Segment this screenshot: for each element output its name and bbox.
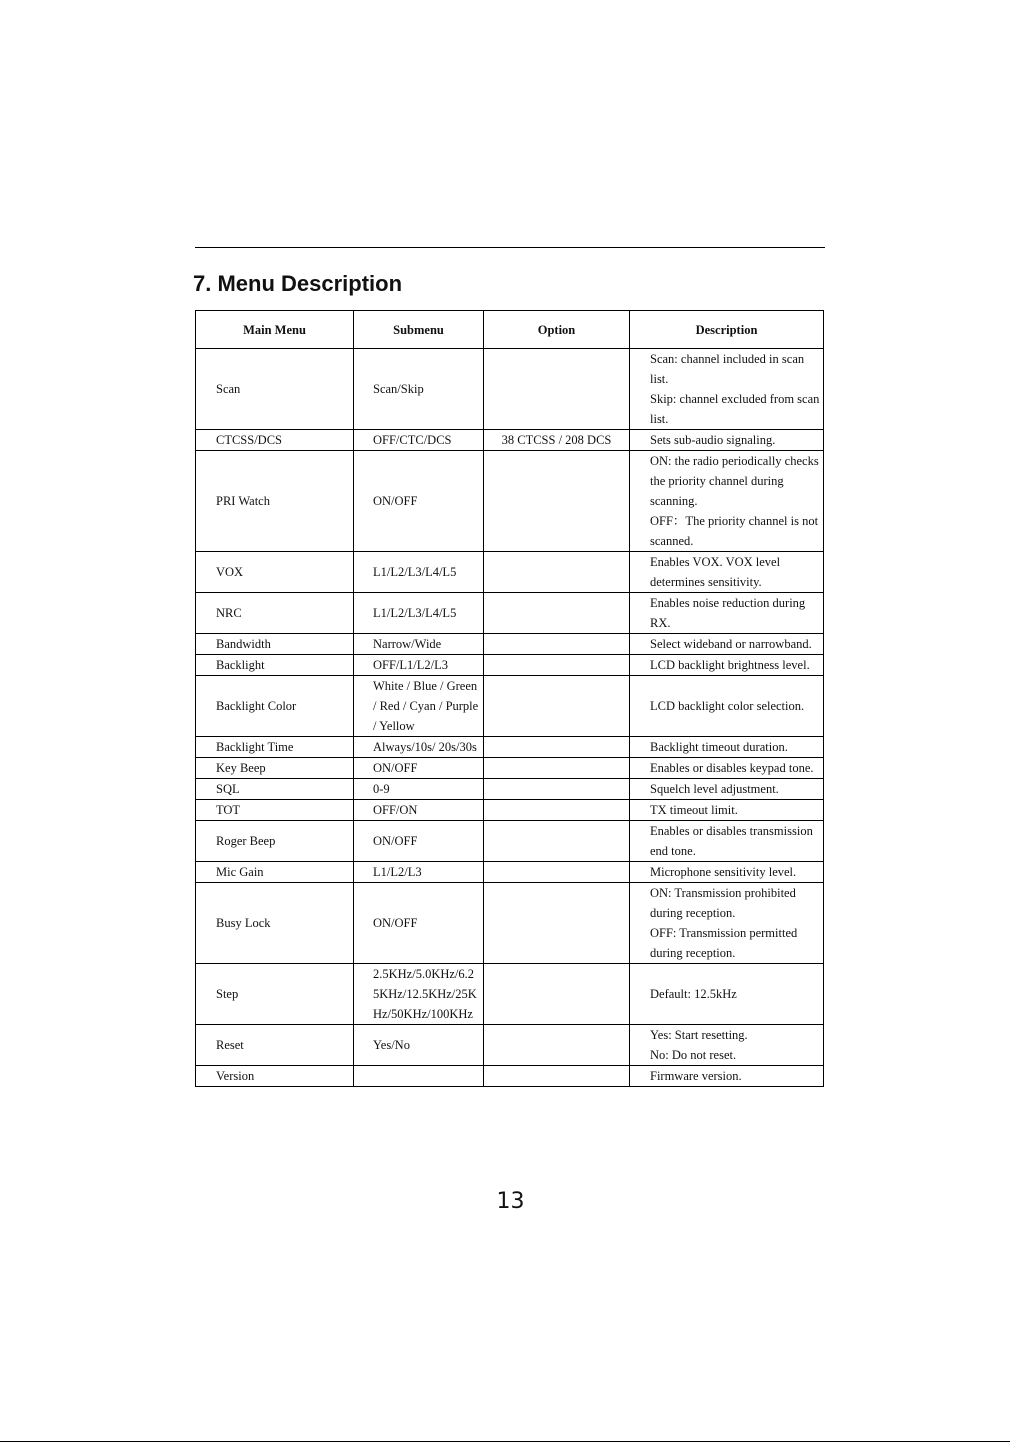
option-cell: 38 CTCSS / 208 DCS [484, 430, 630, 451]
table-row [196, 779, 824, 800]
table-row [196, 552, 824, 593]
main-menu-cell: Reset [196, 1025, 354, 1066]
submenu-cell: 0-9 [354, 779, 484, 800]
description-cell [630, 800, 824, 821]
description-cell [630, 451, 824, 552]
option-cell [484, 964, 630, 1025]
description-line: Default: 12.5kHz [650, 987, 737, 1001]
table-row [196, 737, 824, 758]
description-cell [630, 862, 824, 883]
main-menu-cell: VOX [196, 552, 354, 593]
table-row [196, 883, 824, 964]
description-cell [630, 821, 824, 862]
description-cell [630, 430, 824, 451]
submenu-cell: Yes/No [354, 1025, 484, 1066]
top-rule [195, 247, 825, 248]
description-cell [630, 1066, 824, 1087]
option-cell [484, 552, 630, 593]
main-menu-cell: Key Beep [196, 758, 354, 779]
main-menu-cell: Backlight Time [196, 737, 354, 758]
description-cell [630, 349, 824, 430]
submenu-cell: ON/OFF [354, 451, 484, 552]
description-line: Squelch level adjustment. [650, 782, 779, 796]
submenu-cell: Always/10s/ 20s/30s [354, 737, 484, 758]
main-menu-cell: Step [196, 964, 354, 1025]
option-cell [484, 676, 630, 737]
description-cell [630, 593, 824, 634]
submenu-cell: L1/L2/L3 [354, 862, 484, 883]
table-row [196, 593, 824, 634]
option-cell [484, 634, 630, 655]
header-option: Option [484, 311, 630, 349]
option-cell [484, 821, 630, 862]
menu-description-table [195, 310, 824, 1087]
table-row [196, 349, 824, 430]
main-menu-cell: Mic Gain [196, 862, 354, 883]
table-row [196, 430, 824, 451]
submenu-cell: L1/L2/L3/L4/L5 [354, 593, 484, 634]
section-title: 7. Menu Description [193, 271, 403, 296]
description-line: Yes: Start resetting. [650, 1028, 748, 1042]
description-line: No: Do not reset. [650, 1048, 737, 1062]
description-line: Firmware version. [650, 1069, 742, 1083]
description-line: Select wideband or narrowband. [650, 637, 812, 651]
table-row [196, 964, 824, 1025]
option-cell [484, 862, 630, 883]
main-menu-cell: PRI Watch [196, 451, 354, 552]
table-row [196, 862, 824, 883]
description-line: Enables or disables keypad tone. [650, 761, 814, 775]
table-row [196, 451, 824, 552]
description-cell [630, 655, 824, 676]
submenu-cell: OFF/ON [354, 800, 484, 821]
submenu-cell: White / Blue / Green / Red / Cyan / Purple / Yellow [354, 676, 484, 737]
main-menu-cell: Bandwidth [196, 634, 354, 655]
description-line: Enables VOX. VOX level determines sensitivity. [650, 555, 781, 589]
main-menu-cell: Busy Lock [196, 883, 354, 964]
submenu-cell: ON/OFF [354, 821, 484, 862]
main-menu-cell: Scan [196, 349, 354, 430]
option-cell [484, 1025, 630, 1066]
description-line: Enables noise reduction during RX. [650, 596, 806, 630]
description-line: ON: the radio periodically checks the priority channel during scanning. [650, 454, 819, 508]
description-line: OFF：The priority channel is not scanned. [650, 514, 819, 548]
option-cell [484, 593, 630, 634]
header-main-menu: Main Menu [196, 311, 354, 349]
option-cell [484, 779, 630, 800]
table-row [196, 758, 824, 779]
description-cell [630, 552, 824, 593]
description-line: Enables or disables transmission end tone. [650, 824, 813, 858]
table-row [196, 676, 824, 737]
submenu-cell: OFF/L1/L2/L3 [354, 655, 484, 676]
main-menu-cell: Backlight [196, 655, 354, 676]
header-description: Description [630, 311, 824, 349]
submenu-cell: ON/OFF [354, 883, 484, 964]
option-cell [484, 883, 630, 964]
main-menu-cell: NRC [196, 593, 354, 634]
submenu-cell: Narrow/Wide [354, 634, 484, 655]
description-line: LCD backlight brightness level. [650, 658, 810, 672]
description-cell [630, 676, 824, 737]
table-row [196, 821, 824, 862]
description-line: Sets sub-audio signaling. [650, 433, 776, 447]
table-row [196, 800, 824, 821]
option-cell [484, 737, 630, 758]
bottom-rule [0, 1441, 1010, 1442]
table-row [196, 1025, 824, 1066]
submenu-cell: Scan/Skip [354, 349, 484, 430]
submenu-cell: ON/OFF [354, 758, 484, 779]
description-line: ON: Transmission prohibited during reception. [650, 886, 796, 920]
main-menu-cell: CTCSS/DCS [196, 430, 354, 451]
table-row [196, 1066, 824, 1087]
main-menu-cell: Roger Beep [196, 821, 354, 862]
table-row [196, 655, 824, 676]
description-cell [630, 634, 824, 655]
description-line: Backlight timeout duration. [650, 740, 788, 754]
submenu-cell: OFF/CTC/DCS [354, 430, 484, 451]
main-menu-cell: Version [196, 1066, 354, 1087]
option-cell [484, 758, 630, 779]
description-cell [630, 964, 824, 1025]
option-cell [484, 1066, 630, 1087]
option-cell [484, 349, 630, 430]
description-cell [630, 1025, 824, 1066]
description-line: Microphone sensitivity level. [650, 865, 797, 879]
description-line: TX timeout limit. [650, 803, 738, 817]
description-cell [630, 883, 824, 964]
option-cell [484, 451, 630, 552]
description-line: LCD backlight color selection. [650, 699, 805, 713]
description-line: OFF: Transmission permitted during reception. [650, 926, 798, 960]
description-cell [630, 758, 824, 779]
description-cell [630, 779, 824, 800]
main-menu-cell: Backlight Color [196, 676, 354, 737]
option-cell [484, 655, 630, 676]
option-cell [484, 800, 630, 821]
submenu-cell: 2.5KHz/5.0KHz/6.25KHz/12.5KHz/25KHz/50KHz/100KHz [354, 964, 484, 1025]
description-line: Scan: channel included in scan list. [650, 352, 805, 386]
submenu-cell [354, 1066, 484, 1087]
table-header-row [196, 311, 824, 349]
submenu-cell: L1/L2/L3/L4/L5 [354, 552, 484, 593]
main-menu-cell: SQL [196, 779, 354, 800]
page-number: 13 [496, 1189, 525, 1214]
table-body [196, 349, 824, 1087]
header-submenu: Submenu [354, 311, 484, 349]
description-cell [630, 737, 824, 758]
description-line: Skip: channel excluded from scan list. [650, 392, 820, 426]
table-row [196, 634, 824, 655]
main-menu-cell: TOT [196, 800, 354, 821]
